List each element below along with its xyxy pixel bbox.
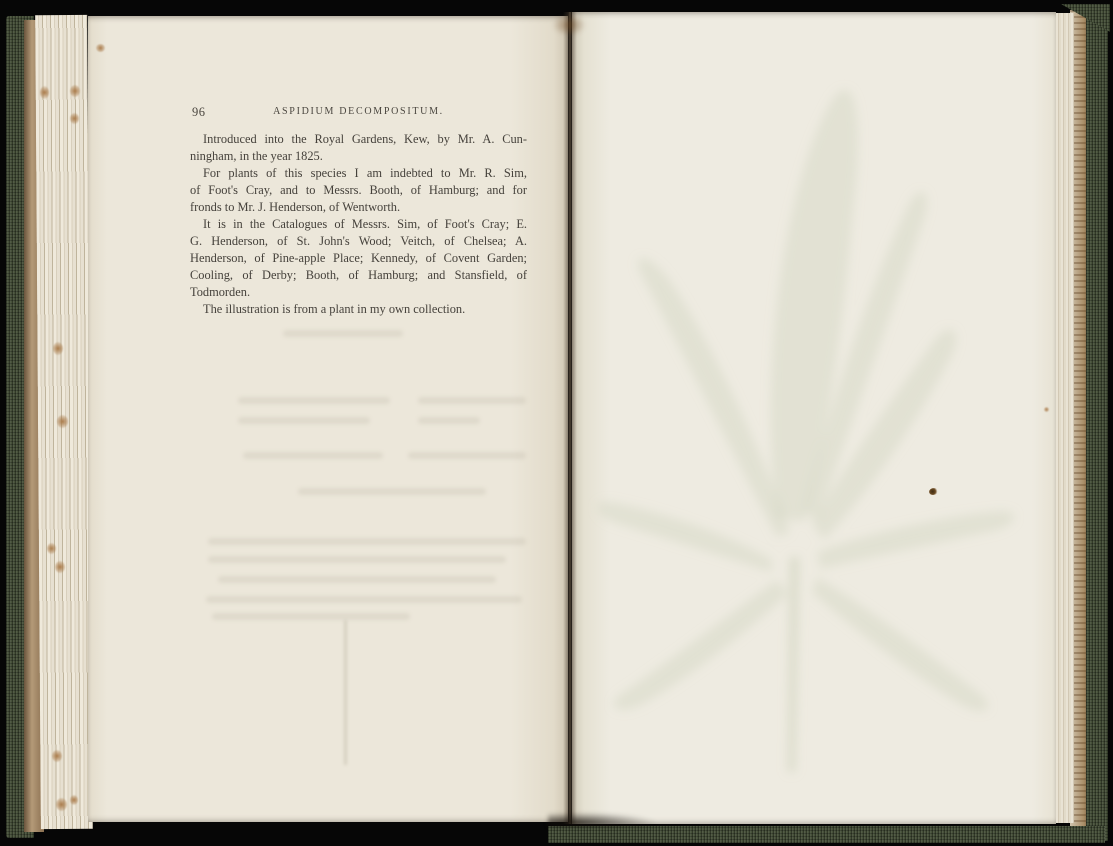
show-through-ghost-line [208, 538, 526, 545]
text-line: G. Henderson, of St. John's Wood; Veitch, of Chelsea; A. [190, 234, 527, 248]
show-through-ghost-line [418, 417, 480, 424]
fern-leaflet-right [817, 511, 1014, 569]
page-number: 96 [192, 105, 206, 119]
foxing-spot [47, 543, 56, 554]
show-through-ghost-line [206, 596, 522, 603]
text-line: fronds to Mr. J. Henderson, of Wentworth. [190, 200, 401, 214]
text-line: It is in the Catalogues of Messrs. Sim, of Foot's Cray; E. [203, 217, 527, 231]
text-line: Cooling, of Derby; Booth, of Hamburg; and Stansfield, of [190, 268, 527, 282]
text-line: ningham, in the year 1825. [190, 149, 323, 163]
show-through-ghost-line [238, 397, 390, 404]
show-through-ghost-line [218, 576, 496, 583]
fern-stem-ghost-left-page [344, 620, 347, 765]
foxing-spot [56, 798, 67, 811]
foxing-spot [40, 86, 49, 99]
show-through-ghost-line [408, 452, 526, 459]
show-through-ghost-line [212, 613, 410, 620]
text-block [190, 131, 527, 318]
text-line: Todmorden. [190, 285, 251, 299]
running-header-title: ASPIDIUM DECOMPOSITUM. [273, 106, 444, 117]
book-cover-cloth-bottom [548, 826, 1105, 843]
fern-leaflet-central [771, 90, 858, 522]
fern-leaflet-lower-right [812, 577, 988, 711]
show-through-ghost-line [208, 556, 506, 563]
text-line: of Foot's Cray, and to Messrs. Booth, of Hamburg; and for [190, 183, 527, 197]
text-line: Henderson, of Pine-apple Place; Kennedy, of Covent Garden; [190, 251, 527, 265]
show-through-ghost-line [243, 452, 383, 459]
foxing-spot [70, 113, 79, 124]
show-through-ghost-line [418, 397, 526, 404]
foxing-spot [96, 44, 105, 52]
fern-leaflet-upper-left [638, 258, 790, 537]
running-header-row [190, 105, 527, 120]
fern-leaflet-left [598, 502, 772, 572]
show-through-ghost-line [283, 330, 403, 337]
foxing-spot [70, 795, 78, 805]
book-cover-cloth-right [1086, 5, 1108, 841]
foxing-spot [57, 415, 68, 428]
foxing-spot [55, 561, 65, 573]
foxing-spot [70, 85, 80, 97]
foxing-spot [53, 342, 63, 355]
text-line: For plants of this species I am indebted to Mr. R. Sim, [203, 166, 527, 180]
foxing-spot [1044, 407, 1049, 412]
show-through-ghost-line [238, 417, 370, 424]
fern-stem-ghost [788, 557, 799, 772]
text-line: Introduced into the Royal Gardens, Kew, by Mr. A. Cun- [203, 132, 527, 146]
fern-leaflet-lower-left [614, 580, 788, 710]
text-line: The illustration is from a plant in my own collection. [203, 302, 466, 316]
show-through-ghost-line [298, 488, 486, 495]
page-edge-stack-right [1056, 13, 1074, 823]
fern-frond-ghost-image [572, 12, 1056, 824]
foxing-spot [52, 750, 62, 762]
